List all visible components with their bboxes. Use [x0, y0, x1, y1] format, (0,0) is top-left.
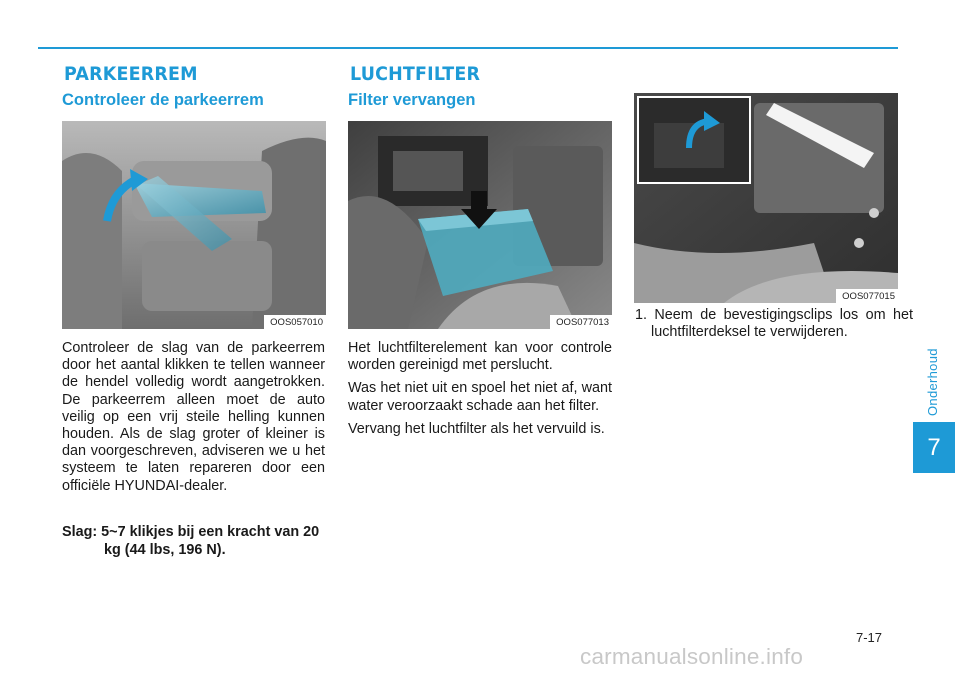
figure-code-airfilter: OOS077013 — [550, 315, 612, 329]
subtitle-airfilter: Filter vervangen — [348, 91, 476, 109]
section-title-parking: PARKEERREM — [64, 63, 198, 85]
page-number: 7-17 — [856, 630, 883, 645]
airfilter-body — [348, 340, 612, 444]
subtitle-parking: Controleer de parkeerrem — [62, 91, 264, 109]
parking-brake-figure — [62, 121, 326, 329]
airfilter-paragraph-3: Vervang het luchtfilter als het vervuild is. — [348, 420, 605, 437]
airfilter-paragraph-1: Het luchtfilterelement kan voor controle worden gereinigd met perslucht. — [348, 340, 612, 374]
filter-clips-illustration — [634, 93, 898, 303]
parking-spec: Slag: 5~7 klikjes bij een kracht van 20 kg (44 lbs, 196 N). — [62, 524, 320, 558]
section-title-airfilter: LUCHTFILTER — [350, 63, 481, 85]
step-1: 1. Neem de bevestigingsclips los om het luchtfilterdeksel te verwijderen. — [635, 307, 913, 341]
figure-code-clips: OOS077015 — [836, 289, 898, 303]
chapter-side-label: Onderhoud — [925, 348, 940, 416]
air-filter-illustration — [348, 121, 612, 329]
filter-clips-figure — [634, 93, 898, 303]
figure-code-parking: OOS057010 — [264, 315, 326, 329]
top-rule — [38, 47, 898, 49]
parking-body-text: Controleer de slag van de parkeerrem door het aantal klikken te tellen wanneer de hendel volledig wordt aangetrokken. De parkeerrem alleen moet de auto veilig op een vrij steile helling kunnen houden. Als de slag groter of kleiner is dan voorgeschreven, adviseren we u het systeem te laten repareren door een officiële HYUNDAI-dealer. — [62, 340, 325, 494]
parking-brake-illustration — [62, 121, 326, 329]
parking-body — [62, 340, 325, 501]
air-filter-figure — [348, 121, 612, 329]
watermark: carmanualsonline.info — [580, 644, 804, 669]
airfilter-paragraph-2: Was het niet uit en spoel het niet af, want water veroorzaakt schade aan het filter. — [348, 380, 612, 414]
chapter-tab: 7 — [913, 422, 955, 473]
